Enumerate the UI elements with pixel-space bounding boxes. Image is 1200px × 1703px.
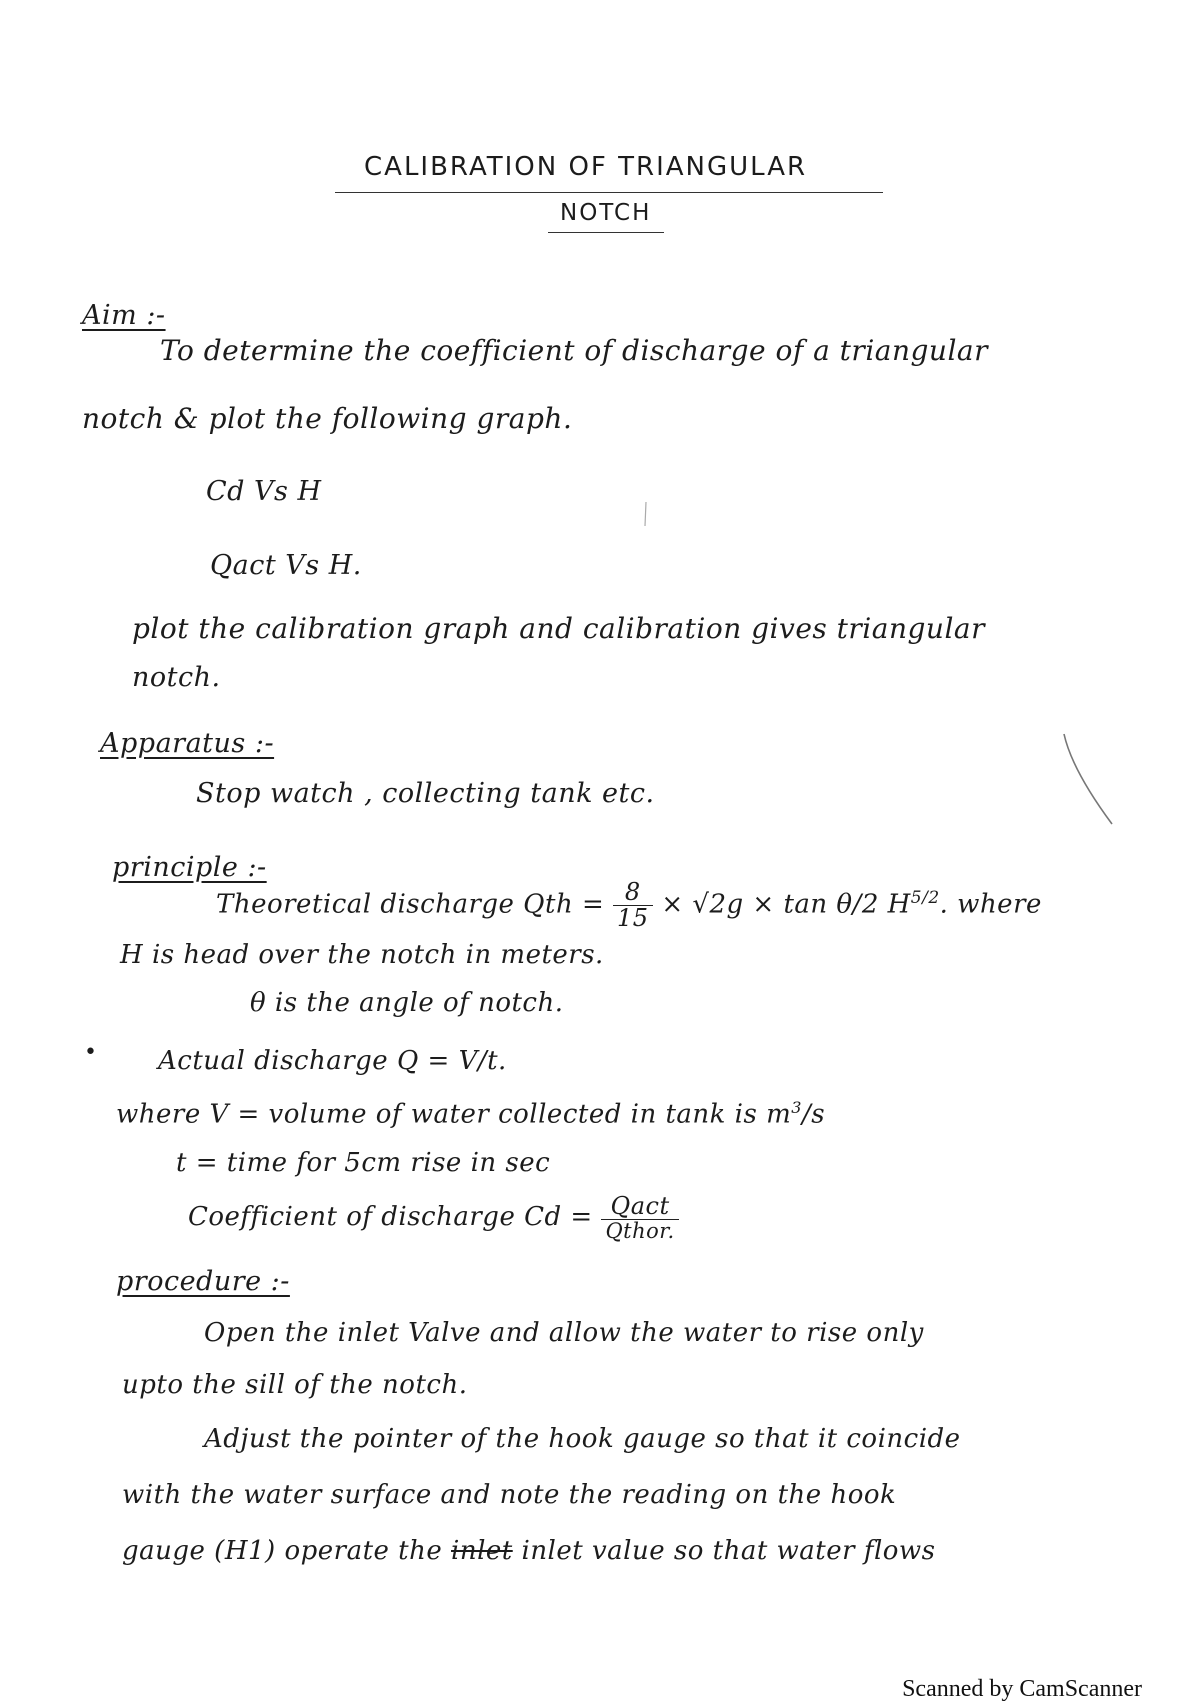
subtitle-underline (548, 232, 664, 233)
fraction-8-15: $\frac{8}{15}$ (613, 880, 653, 931)
where-text: . where (939, 889, 1042, 920)
procedure-line-2: upto the sill of the notch. (122, 1370, 468, 1400)
coefficient-of-discharge-label: Coefficient of discharge Cd = (188, 1202, 602, 1233)
principle-line-4: Actual discharge Q = V/t. (158, 1046, 507, 1076)
principle-line-3: θ is the angle of notch. (250, 988, 564, 1018)
title-underline (335, 192, 883, 193)
theoretical-discharge-label: Theoretical discharge Qth = (216, 889, 614, 920)
principle-line-5: where V = volume of water collected in tank is $m^3/s$ (116, 1098, 826, 1130)
principle-line-7 (188, 1194, 679, 1242)
aim-line-1: To determine the coefficient of discharge of a triangular (160, 334, 988, 367)
stray-pen-tick (640, 500, 652, 530)
aim-line-4: notch. (132, 662, 221, 693)
principle-line-2: H is head over the notch in meters. (120, 940, 604, 970)
graph-item-1: Cd Vs H (206, 476, 322, 507)
procedure-line-1: Open the inlet Valve and allow the water to rise only (204, 1318, 924, 1348)
page-subtitle: NOTCH (560, 200, 652, 226)
principle-heading: principle :- (112, 852, 267, 883)
apparatus-line-1: Stop watch , collecting tank etc. (196, 778, 655, 809)
apparatus-heading: Apparatus :- (100, 728, 275, 759)
fraction-qact-qthor: $\frac{\text{Qact}}{\text{Qthor.}}$ (601, 1194, 678, 1242)
procedure-line-5: gauge (H1) operate the inlet inlet value so that water flows (122, 1536, 936, 1566)
principle-line-6: t = time for 5cm rise in sec (176, 1148, 551, 1178)
page-title: CALIBRATION OF TRIANGULAR (364, 152, 808, 182)
bullet-mark: • (84, 1040, 98, 1065)
aim-heading: Aim :- (82, 300, 166, 331)
principle-line-1 (216, 880, 1042, 931)
aim-line-3: plot the calibration graph and calibration gives triangular (132, 612, 985, 645)
struck-word: inlet (451, 1536, 513, 1566)
aim-line-2: notch & plot the following graph. (82, 402, 573, 435)
procedure-line-3: Adjust the pointer of the hook gauge so that it coincide (204, 1424, 961, 1454)
stray-pen-mark (1060, 730, 1120, 830)
graph-item-2: Qact Vs H. (210, 550, 362, 581)
exponent-5-2: 5/2 (910, 888, 940, 909)
theoretical-discharge-formula: × √2g × tan θ/2 H (652, 889, 911, 920)
procedure-line-4: with the water surface and note the reading on the hook (122, 1480, 897, 1510)
scanner-watermark: Scanned by CamScanner (902, 1676, 1142, 1702)
procedure-heading: procedure :- (116, 1266, 290, 1297)
